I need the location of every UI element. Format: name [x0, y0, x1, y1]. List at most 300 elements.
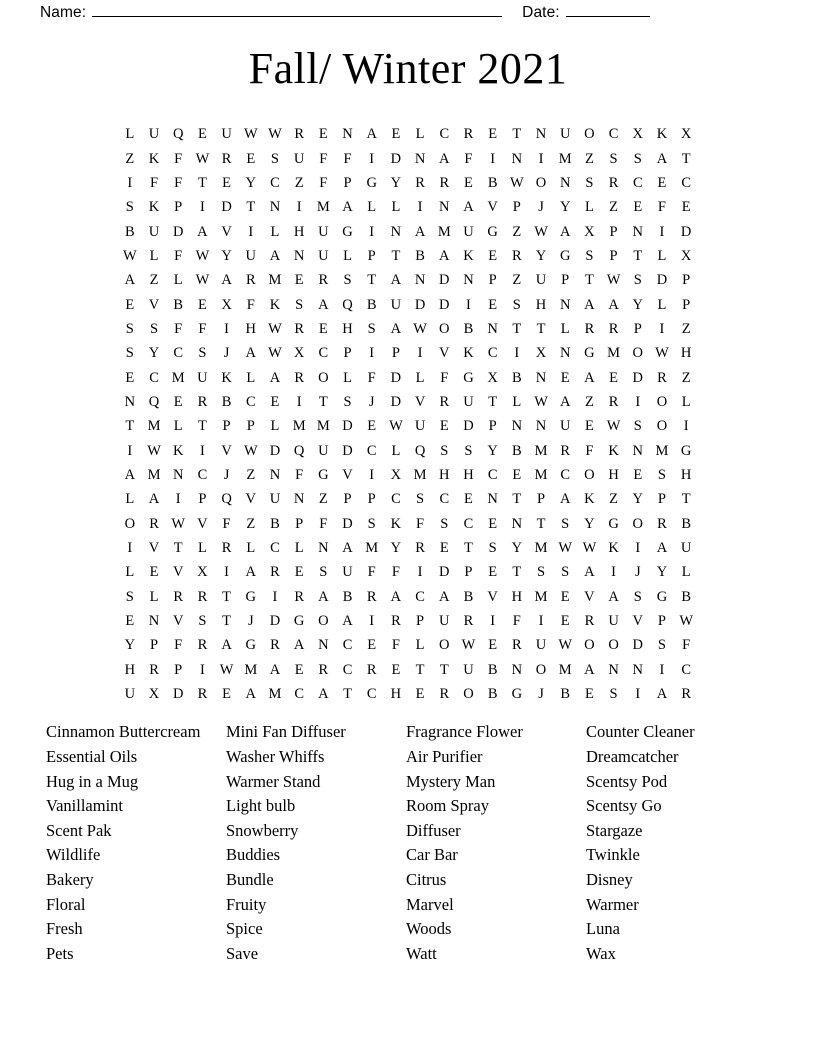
- grid-cell[interactable]: T: [536, 515, 546, 532]
- grid-cell[interactable]: S: [367, 320, 376, 337]
- grid-cell[interactable]: F: [464, 150, 473, 167]
- grid-cell[interactable]: O: [439, 637, 450, 654]
- grid-cell[interactable]: E: [488, 126, 498, 143]
- grid-cell[interactable]: I: [514, 345, 520, 362]
- grid-cell[interactable]: E: [681, 199, 691, 216]
- grid-cell[interactable]: Q: [148, 393, 160, 410]
- grid-cell[interactable]: S: [585, 174, 594, 191]
- grid-cell[interactable]: P: [609, 247, 618, 264]
- grid-cell[interactable]: C: [391, 491, 401, 508]
- grid-cell[interactable]: R: [584, 613, 595, 630]
- grid-cell[interactable]: M: [607, 345, 621, 362]
- grid-cell[interactable]: R: [657, 515, 667, 532]
- grid-cell[interactable]: Y: [148, 345, 160, 362]
- grid-cell[interactable]: P: [198, 491, 207, 508]
- grid-cell[interactable]: X: [535, 345, 547, 362]
- grid-cell[interactable]: I: [659, 661, 665, 678]
- grid-cell[interactable]: T: [512, 320, 522, 337]
- grid-cell[interactable]: Y: [559, 199, 571, 216]
- grid-cell[interactable]: Y: [656, 564, 668, 581]
- grid-cell[interactable]: U: [197, 369, 208, 386]
- grid-cell[interactable]: P: [536, 491, 546, 508]
- grid-cell[interactable]: C: [487, 467, 498, 483]
- grid-cell[interactable]: O: [632, 515, 644, 532]
- grid-cell[interactable]: I: [635, 393, 641, 410]
- grid-cell[interactable]: A: [342, 613, 353, 630]
- grid-cell[interactable]: E: [488, 247, 498, 264]
- grid-cell[interactable]: A: [463, 199, 474, 216]
- grid-cell[interactable]: Y: [221, 247, 232, 264]
- grid-cell[interactable]: S: [657, 637, 666, 654]
- word-list-item[interactable]: Buddies: [226, 845, 281, 865]
- grid-cell[interactable]: U: [342, 564, 353, 581]
- grid-cell[interactable]: A: [559, 491, 571, 508]
- grid-cell[interactable]: N: [463, 272, 474, 289]
- grid-cell[interactable]: F: [367, 564, 376, 581]
- grid-cell[interactable]: C: [681, 174, 691, 191]
- grid-cell[interactable]: A: [584, 369, 595, 386]
- grid-cell[interactable]: L: [512, 393, 522, 410]
- grid-cell[interactable]: P: [682, 296, 691, 313]
- grid-cell[interactable]: B: [681, 588, 691, 605]
- grid-cell[interactable]: Z: [609, 199, 619, 216]
- grid-cell[interactable]: P: [391, 345, 400, 362]
- grid-cell[interactable]: M: [534, 588, 548, 605]
- grid-cell[interactable]: A: [559, 393, 571, 410]
- grid-cell[interactable]: U: [559, 126, 571, 143]
- grid-cell[interactable]: E: [391, 661, 401, 678]
- word-list-item[interactable]: Counter Cleaner: [586, 722, 695, 742]
- grid-cell[interactable]: W: [268, 345, 282, 362]
- grid-cell[interactable]: C: [245, 393, 256, 410]
- grid-cell[interactable]: O: [535, 661, 547, 678]
- grid-cell[interactable]: O: [584, 637, 595, 654]
- grid-cell[interactable]: C: [366, 686, 377, 703]
- grid-cell[interactable]: L: [560, 320, 570, 337]
- grid-cell[interactable]: S: [270, 150, 279, 167]
- grid-cell[interactable]: F: [343, 150, 352, 167]
- grid-cell[interactable]: F: [367, 369, 376, 386]
- grid-cell[interactable]: V: [148, 540, 160, 557]
- grid-cell[interactable]: R: [463, 613, 474, 630]
- grid-cell[interactable]: L: [343, 369, 352, 386]
- grid-cell[interactable]: I: [248, 223, 254, 240]
- grid-cell[interactable]: G: [559, 247, 571, 264]
- grid-cell[interactable]: X: [221, 296, 232, 313]
- grid-cell[interactable]: D: [656, 272, 668, 289]
- grid-cell[interactable]: E: [197, 296, 207, 313]
- grid-cell[interactable]: K: [269, 296, 281, 313]
- grid-cell[interactable]: N: [535, 418, 547, 435]
- grid-cell[interactable]: I: [296, 393, 302, 410]
- grid-cell[interactable]: W: [243, 126, 258, 143]
- grid-cell[interactable]: X: [293, 345, 305, 362]
- grid-cell[interactable]: F: [319, 174, 328, 191]
- grid-cell[interactable]: R: [270, 564, 280, 581]
- grid-cell[interactable]: E: [560, 613, 570, 630]
- word-list-item[interactable]: Watt: [406, 943, 437, 963]
- grid-cell[interactable]: F: [174, 320, 183, 337]
- grid-cell[interactable]: L: [173, 418, 183, 435]
- grid-cell[interactable]: O: [656, 393, 668, 410]
- grid-cell[interactable]: M: [558, 661, 572, 678]
- grid-cell[interactable]: W: [582, 540, 597, 557]
- grid-cell[interactable]: W: [510, 174, 524, 191]
- grid-cell[interactable]: R: [415, 174, 425, 191]
- grid-cell[interactable]: K: [463, 247, 474, 264]
- grid-cell[interactable]: G: [245, 588, 257, 605]
- grid-cell[interactable]: Y: [124, 637, 136, 654]
- grid-cell[interactable]: V: [148, 296, 160, 313]
- grid-cell[interactable]: A: [245, 345, 257, 362]
- grid-cell[interactable]: H: [124, 661, 136, 678]
- grid-cell[interactable]: R: [439, 686, 450, 703]
- grid-cell[interactable]: Y: [584, 515, 595, 532]
- grid-cell[interactable]: V: [414, 393, 426, 410]
- grid-cell[interactable]: S: [488, 540, 497, 557]
- grid-cell[interactable]: I: [199, 199, 205, 216]
- grid-cell[interactable]: D: [342, 515, 353, 532]
- grid-cell[interactable]: R: [294, 126, 304, 143]
- grid-cell[interactable]: S: [440, 515, 449, 532]
- grid-cell[interactable]: Z: [584, 150, 594, 167]
- grid-cell[interactable]: R: [270, 637, 280, 654]
- grid-cell[interactable]: G: [511, 686, 523, 703]
- grid-cell[interactable]: F: [391, 637, 400, 654]
- grid-cell[interactable]: F: [198, 320, 207, 337]
- grid-cell[interactable]: H: [390, 686, 402, 703]
- grid-cell[interactable]: W: [606, 418, 621, 435]
- grid-cell[interactable]: L: [246, 369, 256, 386]
- word-list-item[interactable]: Wax: [586, 943, 616, 963]
- word-list-item[interactable]: Spice: [226, 919, 263, 939]
- word-list-item[interactable]: Snowberry: [226, 820, 299, 840]
- grid-cell[interactable]: D: [632, 637, 644, 654]
- grid-cell[interactable]: N: [124, 393, 136, 410]
- grid-cell[interactable]: R: [463, 126, 474, 143]
- grid-cell[interactable]: L: [197, 540, 207, 557]
- grid-cell[interactable]: X: [584, 223, 595, 240]
- word-list-item[interactable]: Twinkle: [586, 845, 640, 865]
- grid-cell[interactable]: F: [391, 564, 400, 581]
- grid-cell[interactable]: H: [608, 467, 619, 483]
- grid-cell[interactable]: O: [535, 174, 547, 191]
- grid-cell[interactable]: A: [221, 637, 232, 654]
- grid-cell[interactable]: C: [439, 491, 450, 508]
- grid-cell[interactable]: A: [293, 637, 305, 654]
- grid-cell[interactable]: D: [439, 272, 450, 289]
- grid-cell[interactable]: W: [558, 540, 573, 557]
- grid-cell[interactable]: N: [487, 320, 498, 337]
- grid-cell[interactable]: K: [656, 126, 668, 143]
- grid-cell[interactable]: T: [222, 588, 232, 605]
- grid-cell[interactable]: T: [681, 150, 691, 167]
- grid-cell[interactable]: K: [608, 540, 619, 557]
- grid-cell[interactable]: I: [369, 223, 375, 240]
- word-list-item[interactable]: Vanillamint: [46, 796, 123, 816]
- grid-cell[interactable]: V: [221, 442, 232, 459]
- grid-cell[interactable]: S: [633, 588, 642, 605]
- grid-cell[interactable]: R: [439, 174, 450, 191]
- grid-cell[interactable]: N: [559, 296, 571, 313]
- grid-cell[interactable]: R: [584, 320, 595, 337]
- grid-cell[interactable]: M: [558, 150, 572, 167]
- grid-cell[interactable]: U: [463, 223, 474, 240]
- grid-cell[interactable]: L: [173, 272, 183, 289]
- grid-cell[interactable]: V: [245, 491, 257, 508]
- grid-cell[interactable]: N: [414, 150, 426, 167]
- grid-cell[interactable]: F: [319, 515, 328, 532]
- grid-cell[interactable]: R: [366, 588, 377, 605]
- grid-cell[interactable]: M: [147, 418, 161, 435]
- grid-cell[interactable]: A: [439, 247, 450, 264]
- word-list-item[interactable]: Washer Whiffs: [226, 747, 325, 767]
- grid-cell[interactable]: A: [439, 150, 450, 167]
- grid-cell[interactable]: F: [149, 174, 159, 191]
- grid-cell[interactable]: R: [197, 588, 208, 605]
- grid-cell[interactable]: P: [488, 272, 497, 289]
- grid-cell[interactable]: H: [463, 467, 474, 483]
- grid-cell[interactable]: K: [463, 345, 474, 362]
- grid-cell[interactable]: A: [559, 223, 571, 240]
- grid-cell[interactable]: L: [149, 247, 159, 264]
- grid-cell[interactable]: M: [171, 369, 185, 386]
- grid-cell[interactable]: E: [633, 467, 643, 483]
- grid-cell[interactable]: Y: [390, 540, 402, 557]
- grid-cell[interactable]: E: [657, 174, 667, 191]
- grid-cell[interactable]: W: [389, 418, 403, 435]
- grid-cell[interactable]: U: [463, 661, 474, 678]
- grid-cell[interactable]: T: [318, 393, 328, 410]
- word-list-item[interactable]: Cinnamon Buttercream: [46, 722, 201, 742]
- word-list-item[interactable]: Mini Fan Diffuser: [226, 722, 346, 742]
- grid-cell[interactable]: R: [318, 661, 329, 678]
- grid-cell[interactable]: W: [268, 320, 282, 337]
- grid-cell[interactable]: Z: [246, 515, 256, 532]
- grid-cell[interactable]: E: [367, 637, 377, 654]
- grid-cell[interactable]: W: [413, 320, 427, 337]
- grid-cell[interactable]: N: [511, 661, 523, 678]
- grid-cell[interactable]: A: [221, 272, 232, 289]
- grid-cell[interactable]: R: [608, 174, 619, 191]
- grid-cell[interactable]: M: [534, 467, 548, 483]
- grid-cell[interactable]: R: [197, 393, 208, 410]
- grid-cell[interactable]: E: [270, 393, 280, 410]
- grid-cell[interactable]: A: [269, 661, 281, 678]
- grid-cell[interactable]: V: [197, 515, 208, 532]
- grid-cell[interactable]: S: [440, 442, 449, 459]
- word-list-item[interactable]: Room Spray: [406, 796, 489, 816]
- grid-cell[interactable]: Z: [294, 174, 304, 191]
- grid-cell[interactable]: S: [295, 296, 304, 313]
- grid-cell[interactable]: P: [343, 491, 352, 508]
- grid-cell[interactable]: E: [294, 661, 304, 678]
- grid-cell[interactable]: F: [440, 369, 449, 386]
- grid-cell[interactable]: K: [584, 491, 595, 508]
- grid-cell[interactable]: I: [127, 174, 133, 191]
- grid-cell[interactable]: U: [439, 613, 450, 630]
- grid-cell[interactable]: R: [149, 515, 159, 532]
- word-list-item[interactable]: Citrus: [406, 870, 447, 889]
- grid-cell[interactable]: M: [268, 272, 282, 289]
- grid-cell[interactable]: C: [173, 345, 184, 362]
- grid-cell[interactable]: U: [148, 126, 160, 143]
- grid-cell[interactable]: B: [560, 686, 571, 703]
- grid-cell[interactable]: W: [606, 272, 621, 289]
- grid-cell[interactable]: Z: [512, 272, 522, 289]
- grid-cell[interactable]: R: [173, 588, 184, 605]
- grid-cell[interactable]: I: [296, 199, 302, 216]
- word-list-item[interactable]: Save: [226, 943, 259, 963]
- grid-cell[interactable]: S: [198, 613, 207, 630]
- grid-cell[interactable]: W: [268, 126, 282, 143]
- word-list-item[interactable]: Air Purifier: [406, 747, 483, 767]
- grid-cell[interactable]: N: [293, 491, 305, 508]
- grid-cell[interactable]: I: [659, 223, 665, 240]
- grid-cell[interactable]: R: [681, 686, 691, 703]
- word-list-item[interactable]: Mystery Man: [406, 771, 496, 791]
- grid-cell[interactable]: I: [369, 150, 375, 167]
- word-list-item[interactable]: Fragrance Flower: [406, 722, 523, 742]
- word-list-item[interactable]: Warmer: [586, 894, 639, 914]
- grid-cell[interactable]: I: [490, 613, 496, 630]
- grid-cell[interactable]: C: [197, 467, 208, 483]
- grid-cell[interactable]: S: [464, 442, 473, 459]
- grid-cell[interactable]: A: [608, 588, 619, 605]
- grid-cell[interactable]: D: [632, 369, 644, 386]
- grid-cell[interactable]: X: [680, 247, 692, 264]
- grid-cell[interactable]: T: [125, 418, 135, 435]
- grid-cell[interactable]: I: [659, 320, 665, 337]
- grid-cell[interactable]: F: [657, 199, 666, 216]
- grid-cell[interactable]: A: [584, 661, 595, 678]
- grid-cell[interactable]: N: [511, 150, 523, 167]
- grid-cell[interactable]: V: [342, 467, 353, 483]
- grid-cell[interactable]: D: [172, 223, 184, 240]
- grid-cell[interactable]: R: [294, 369, 304, 386]
- grid-cell[interactable]: K: [148, 150, 160, 167]
- grid-cell[interactable]: H: [511, 588, 523, 605]
- grid-cell[interactable]: N: [535, 369, 547, 386]
- grid-cell[interactable]: D: [439, 296, 450, 313]
- grid-cell[interactable]: C: [342, 661, 353, 678]
- grid-cell[interactable]: C: [439, 126, 450, 143]
- grid-cell[interactable]: W: [195, 272, 210, 289]
- grid-cell[interactable]: W: [123, 247, 137, 264]
- grid-cell[interactable]: S: [416, 491, 425, 508]
- grid-cell[interactable]: E: [222, 686, 232, 703]
- grid-cell[interactable]: C: [342, 637, 353, 654]
- word-list-item[interactable]: Dreamcatcher: [586, 747, 679, 767]
- grid-cell[interactable]: P: [416, 613, 425, 630]
- grid-cell[interactable]: W: [147, 442, 161, 459]
- grid-cell[interactable]: D: [342, 442, 353, 459]
- grid-cell[interactable]: G: [680, 442, 692, 459]
- grid-cell[interactable]: H: [680, 467, 692, 483]
- grid-cell[interactable]: A: [124, 272, 136, 289]
- grid-cell[interactable]: I: [466, 296, 471, 313]
- grid-cell[interactable]: I: [127, 540, 133, 557]
- grid-cell[interactable]: C: [366, 442, 377, 459]
- grid-cell[interactable]: L: [681, 393, 691, 410]
- grid-cell[interactable]: M: [244, 661, 258, 678]
- grid-cell[interactable]: U: [535, 637, 547, 654]
- grid-cell[interactable]: L: [125, 491, 135, 508]
- word-list-item[interactable]: Stargaze: [586, 820, 643, 840]
- grid-cell[interactable]: H: [535, 296, 547, 313]
- grid-cell[interactable]: N: [632, 223, 644, 240]
- grid-cell[interactable]: V: [172, 564, 184, 581]
- grid-cell[interactable]: P: [512, 199, 521, 216]
- grid-cell[interactable]: A: [342, 540, 353, 557]
- grid-cell[interactable]: A: [318, 296, 329, 313]
- grid-cell[interactable]: B: [125, 223, 135, 240]
- word-list-item[interactable]: Scent Pak: [46, 820, 112, 840]
- grid-cell[interactable]: D: [439, 564, 450, 581]
- grid-cell[interactable]: C: [487, 345, 498, 362]
- grid-cell[interactable]: W: [195, 247, 210, 264]
- grid-cell[interactable]: L: [681, 564, 691, 581]
- grid-cell[interactable]: B: [342, 588, 353, 605]
- grid-cell[interactable]: D: [680, 223, 692, 240]
- grid-cell[interactable]: P: [633, 320, 642, 337]
- grid-cell[interactable]: L: [125, 564, 135, 581]
- grid-cell[interactable]: I: [635, 686, 641, 703]
- word-list-item[interactable]: Scentsy Pod: [586, 771, 668, 791]
- grid-cell[interactable]: G: [245, 637, 257, 654]
- grid-cell[interactable]: M: [437, 223, 451, 240]
- grid-cell[interactable]: Q: [172, 126, 184, 143]
- grid-cell[interactable]: D: [221, 199, 232, 216]
- grid-cell[interactable]: U: [245, 247, 257, 264]
- grid-cell[interactable]: U: [559, 418, 571, 435]
- grid-cell[interactable]: P: [246, 418, 255, 435]
- grid-cell[interactable]: C: [270, 174, 280, 191]
- grid-cell[interactable]: A: [124, 467, 136, 483]
- grid-cell[interactable]: A: [197, 223, 208, 240]
- grid-cell[interactable]: A: [656, 686, 668, 703]
- grid-cell[interactable]: E: [584, 686, 594, 703]
- grid-cell[interactable]: R: [512, 247, 522, 264]
- grid-cell[interactable]: S: [149, 320, 159, 337]
- grid-cell[interactable]: S: [125, 320, 134, 337]
- grid-cell[interactable]: U: [293, 150, 305, 167]
- grid-cell[interactable]: B: [221, 393, 232, 410]
- grid-cell[interactable]: A: [414, 223, 426, 240]
- grid-cell[interactable]: T: [222, 613, 232, 630]
- grid-cell[interactable]: R: [512, 637, 522, 654]
- grid-cell[interactable]: T: [512, 126, 522, 143]
- grid-cell[interactable]: W: [195, 150, 210, 167]
- grid-cell[interactable]: R: [149, 661, 159, 678]
- grid-cell[interactable]: G: [656, 588, 668, 605]
- grid-cell[interactable]: I: [417, 564, 423, 581]
- grid-cell[interactable]: R: [560, 442, 571, 459]
- grid-cell[interactable]: E: [125, 296, 135, 313]
- grid-cell[interactable]: W: [461, 637, 476, 654]
- grid-cell[interactable]: C: [681, 661, 691, 678]
- grid-cell[interactable]: A: [608, 296, 619, 313]
- grid-cell[interactable]: A: [342, 199, 353, 216]
- grid-cell[interactable]: R: [608, 393, 619, 410]
- grid-cell[interactable]: A: [366, 126, 377, 143]
- grid-cell[interactable]: E: [246, 150, 256, 167]
- grid-cell[interactable]: E: [512, 467, 522, 483]
- grid-cell[interactable]: A: [269, 369, 281, 386]
- grid-cell[interactable]: N: [148, 613, 160, 630]
- grid-cell[interactable]: T: [246, 199, 256, 216]
- grid-cell[interactable]: L: [294, 540, 304, 557]
